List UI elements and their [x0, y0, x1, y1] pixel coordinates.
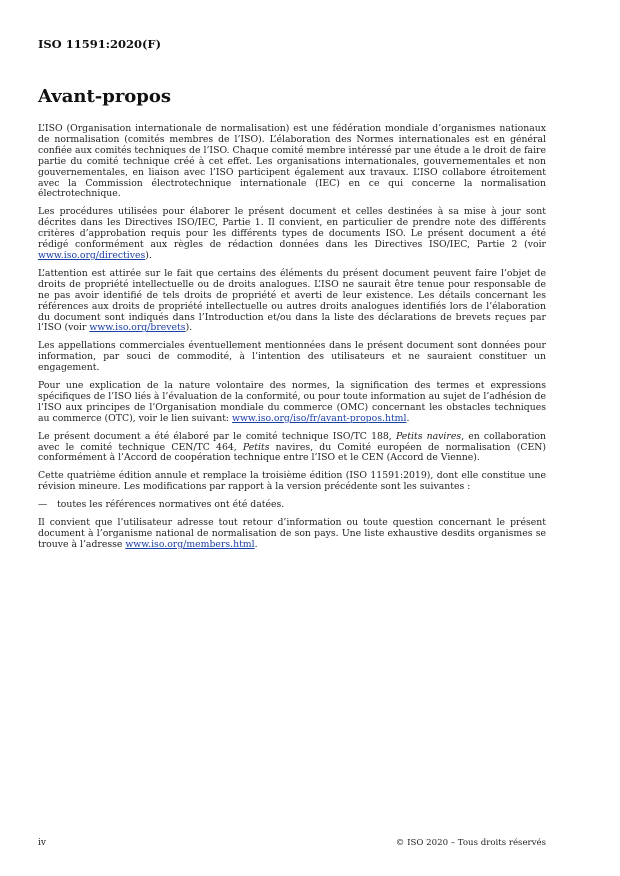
paragraph-8-end: .	[254, 538, 258, 550]
paragraph-5-end: .	[406, 412, 410, 424]
list-item	[38, 500, 546, 511]
directives-link[interactable]: www.iso.org/directives	[38, 249, 146, 261]
list-item-text: toutes les références normatives ont été datées.	[57, 499, 285, 511]
document-id: ISO 11591:2020(F)	[38, 37, 162, 51]
avant-propos-link[interactable]: www.iso.org/iso/fr/avant-propos.html	[232, 412, 407, 424]
brevets-link[interactable]: www.iso.org/brevets	[89, 322, 186, 334]
copyright-notice: © ISO 2020 – Tous droits réservés	[395, 838, 546, 848]
paragraph-6	[38, 432, 546, 465]
paragraph-3-text: L’attention est attirée sur le fait que certains des éléments du présent document peuvent faire l’objet de droits de propriété intellectuelle ou de droits analogues. L’ISO ne saurait être tenue pour responsable de ne pas avoir identifié de tels droits de propriété et averti de leur existence. Les détails concernant les références aux droits de propriété intellectuelle ou autres droits analogues identifiés lors de l’élaboration du document sont indiqués dans l’Introduction et/ou dans la liste des déclarations de brevets reçues par l’ISO (voir	[38, 267, 546, 334]
paragraph-1: L’ISO (Organisation internationale de normalisation) est une fédération mondiale d’organismes nationaux de normalisation (comités membres de l’ISO). L’élaboration des Normes internationales est en général confiée aux comités techniques de l’ISO. Chaque comité membre intéressé par une étude a le droit de faire partie du comité technique créé à cet effet. Les organisations internationales, gouvernementales et non gouvernementales, en liaison avec l’ISO participent également aux travaux. L’ISO collabore étroitement avec la Commission électrotechnique internationale (IEC) en ce qui concerne la normalisation électrotechnique.	[38, 123, 546, 200]
page-number: iv	[38, 838, 46, 848]
paragraph-2-end: ).	[145, 249, 152, 261]
paragraph-3-end: ).	[185, 322, 193, 334]
dash-bullet: —	[38, 499, 48, 511]
paragraph-5-text: Pour une explication de la nature volontaire des normes, la signification des termes et expressions spécifiques de l’ISO liés à l’évaluation de la conformité, ou pour toute information au sujet de l’adhésion de l’ISO aux principes de l’Organisation mondiale du commerce (OMC) concernant les obstacles techniques au commerce (OTC), voir le lien suivant:	[38, 380, 546, 424]
paragraph-6-emphasis-2: Petits	[242, 441, 270, 453]
paragraph-6-part1: Le présent document a été élaboré par le comité technique ISO/TC 188,	[38, 430, 396, 442]
paragraph-8	[38, 518, 546, 551]
members-link[interactable]: www.iso.org/members.html	[125, 538, 255, 550]
paragraph-6-part3: navires, du Comité européen de normalisation (CEN) conformément à l’Accord de coopération technique entre l’ISO et le CEN (Accord de Vienne).	[38, 441, 546, 464]
paragraph-2	[38, 207, 546, 262]
paragraph-7: Cette quatrième édition annule et remplace la troisième édition (ISO 11591:2019), dont elle constitue une révision mineure. Les modifications par rapport à la version précédente sont les suivantes :	[38, 470, 546, 493]
paragraph-3	[38, 269, 546, 334]
paragraph-6-part2: , en collaboration avec le comité technique CEN/TC 464,	[38, 430, 547, 453]
paragraph-8-text: Il convient que l’utilisateur adresse tout retour d’information ou toute question concernant le présent document à l’organisme national de normalisation de son pays. Une liste exhaustive desdits organismes se trouve à l’adresse	[38, 517, 546, 550]
document-body	[38, 124, 546, 558]
paragraph-5	[38, 381, 546, 425]
section-title: Avant-propos	[38, 86, 172, 107]
paragraph-4: Les appellations commerciales éventuellement mentionnées dans le présent document sont données pour information, par souci de commodité, à l’intention des utilisateurs et ne sauraient constituer un engagement.	[38, 340, 546, 374]
paragraph-2-text: Les procédures utilisées pour élaborer le présent document et celles destinées à sa mise à jour sont décrites dans les Directives ISO/IEC, Partie 1. Il convient, en particulier de prendre note des différents critères d’approbation requis pour les différents types de documents ISO. Le présent document a été rédigé conformément aux règles de rédaction données dans les Directives ISO/IEC, Partie 2 (voir	[38, 206, 546, 251]
paragraph-6-emphasis-1: Petits navires	[395, 430, 462, 442]
